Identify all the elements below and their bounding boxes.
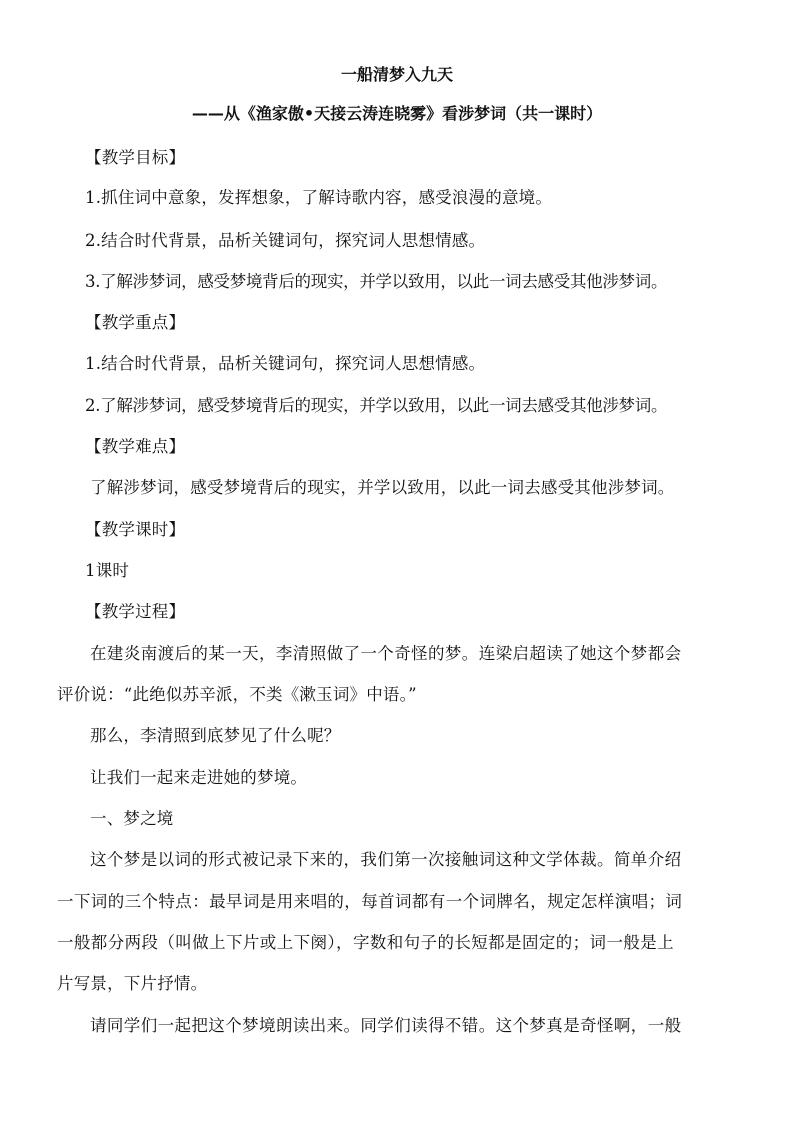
- paragraph-line: 评价说：“此绝似苏辛派，不类《漱玉词》中语。”: [57, 685, 417, 704]
- section-heading: 一、梦之境: [90, 809, 174, 828]
- key-item: 1.结合时代背景，品析关键词句，探究词人思想情感。: [85, 354, 486, 373]
- doc-subtitle: ——从《渔家傲•天接云涛连晓雾》看涉梦词（共一课时）: [191, 104, 603, 123]
- paragraph-line: 在建炎南渡后的某一天，李清照做了一个奇怪的梦。连梁启超读了她这个梦都会: [90, 644, 682, 663]
- paragraph-line: 一下词的三个特点：最早词是用来唱的，每首词都有一个词牌名，规定怎样演唱；词: [57, 892, 683, 911]
- process-heading: 【教学过程】: [85, 602, 186, 621]
- goals-heading: 【教学目标】: [85, 148, 186, 167]
- hours-heading: 【教学课时】: [85, 520, 186, 539]
- paragraph-line: 那么，李清照到底梦见了什么呢？: [90, 726, 341, 745]
- paragraph-line: 一般都分两段（叫做上下片或上下阕），字数和句子的长短都是固定的；词一般是上: [57, 933, 675, 952]
- hours-text: 1课时: [85, 561, 130, 580]
- paragraph-line: 请同学们一起把这个梦境朗读出来。同学们读得不错。这个梦真是奇怪啊，一般: [90, 1016, 682, 1035]
- goal-item: 3.了解涉梦词，感受梦境背后的现实，并学以致用，以此一词去感受其他涉梦词。: [85, 272, 668, 291]
- goal-item: 2.结合时代背景，品析关键词句，探究词人思想情感。: [85, 231, 486, 250]
- paragraph-line: 让我们一起来走进她的梦境。: [90, 768, 308, 787]
- goal-item: 1.抓住词中意象，发挥想象，了解诗歌内容，感受浪漫的意境。: [85, 188, 553, 207]
- difficulty-text: 了解涉梦词，感受梦境背后的现实，并学以致用，以此一词去感受其他涉梦词。: [90, 478, 675, 497]
- paragraph-line: 这个梦是以词的形式被记录下来的，我们第一次接触词这种文学体裁。简单介绍: [90, 850, 682, 869]
- paragraph-line: 片写景，下片抒情。: [57, 974, 208, 993]
- doc-title: 一船清梦入九天: [340, 65, 453, 84]
- key-item: 2.了解涉梦词，感受梦境背后的现实，并学以致用，以此一词去感受其他涉梦词。: [85, 396, 668, 415]
- difficulty-heading: 【教学难点】: [85, 437, 186, 456]
- key-heading: 【教学重点】: [85, 313, 186, 332]
